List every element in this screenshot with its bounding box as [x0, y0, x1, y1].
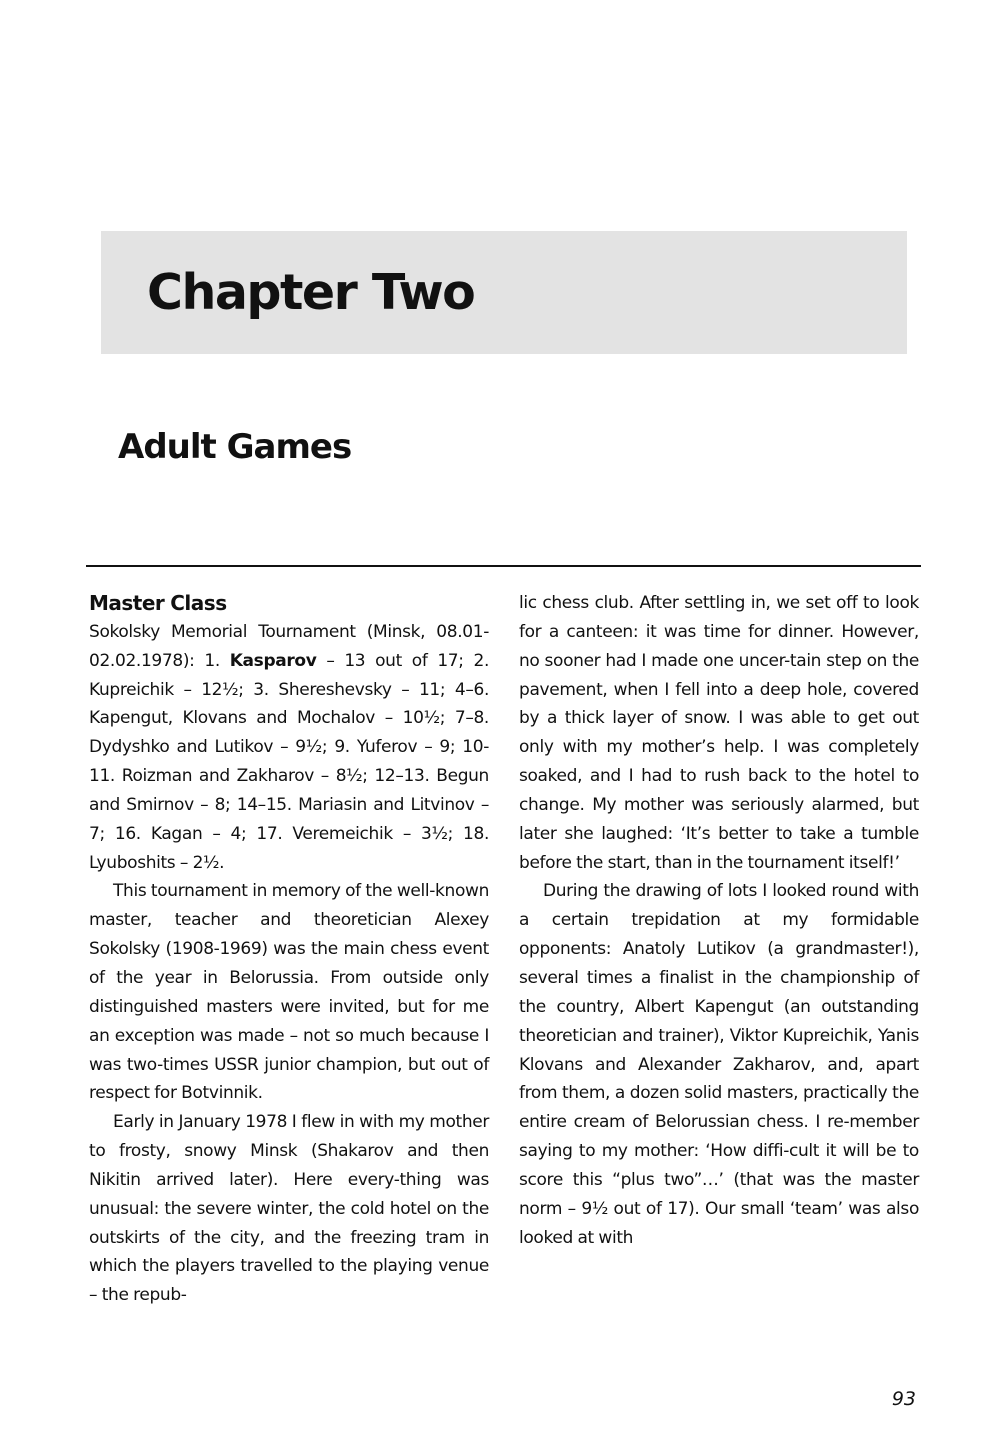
results-intro: Sokolsky Memorial Tournament (Minsk, 08.01-02.02.1978): 1.: [89, 621, 489, 671]
body-paragraph: Early in January 1978 I flew in with my mother to frosty, snowy Minsk (Shakarov and then Nikitin arrived later). Here every-thing was unusual: the severe winter, the cold hotel on the outskirts of the city, and the freezing tram in which the players travelled to the playing venue – the repub-: [89, 1112, 489, 1306]
body-paragraph: This tournament in memory of the well-known master, teacher and theoretician Alexey Sokolsky (1908-1969) was the main chess event of the year in Belorussia. From outside only distinguished masters were invited, but for me an exception was made – not so much because I was two-times USSR junior champion, but out of respect for Botvinnik.: [89, 881, 489, 1104]
results-rest: – 13 out of 17; 2. Kupreichik – 12½; 3. Shereshevsky – 11; 4–6. Kapengut, Klovans and Mochalov – 10½; 7–8. Dydyshko and Lutikov – 9½; 9. Yuferov – 9; 10-11. Roizman and Zakharov – 8½; 12–13. Begun and Smirnov – 8; 14–15. Mariasin and Litvinov – 7; 16. Kagan – 4; 17. Veremeichik – 3½; 18. Lyuboshits – 2½.: [89, 650, 489, 873]
text-column-left: [89, 589, 489, 1310]
chapter-title: Chapter Two: [147, 264, 475, 321]
body-paragraph-continued: lic chess club. After settling in, we set off to look for a canteen: it was time for dinner. However, no sooner had I made one uncer-tain step on the pavement, when I fell into a deep hole, covered by a thick layer of snow. I was able to get out only with my mother’s help. I was completely soaked, and I had to rush back to the hotel to change. My mother was seriously alarmed, but later she laughed: ‘It’s better to take a tumble before the start, than in the tournament itself!’: [519, 593, 919, 873]
chapter-subtitle: Adult Games: [118, 427, 352, 467]
results-winner: Kasparov: [229, 650, 317, 671]
body-paragraph: During the drawing of lots I looked round with a certain trepidation at my formidable opponents: Anatoly Lutikov (a grandmaster!), several times a finalist in the championship of the country, Albert Kapengut (an outstanding theoretician and trainer), Viktor Kupreichik, Yanis Klovans and Alexander Zakharov, and, apart from them, a dozen solid masters, practically the entire cream of Belorussian chess. I re-member saying to my mother: ‘How diffi-cult it will be to score this “plus two”…’ (that was the master norm – 9½ out of 17). Our small ‘team’ was also looked at with: [519, 881, 919, 1248]
section-divider: [86, 565, 921, 567]
page-number: 93: [891, 1388, 916, 1410]
section-heading: Master Class: [89, 591, 227, 615]
tournament-results: [89, 618, 489, 878]
text-column-right: [519, 589, 919, 1252]
